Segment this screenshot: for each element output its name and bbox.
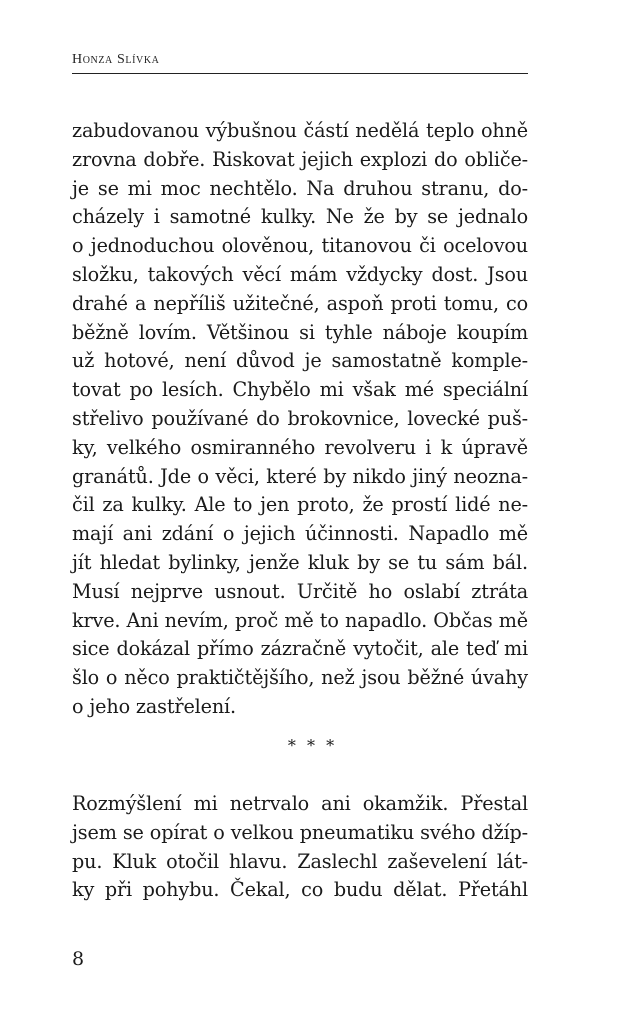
- text-line: ky, velkého osmiranného revolveru i k úpravě: [72, 435, 528, 459]
- text-line: čil za kulky. Ale to jen proto, že prostí lidé ne-: [72, 493, 528, 517]
- text-line: o jednoduchou olověnou, titanovou či ocelovou: [72, 234, 528, 258]
- text-line: už hotové, není důvod je samostatně komple-: [72, 349, 528, 373]
- text-line: granátů. Jde o věci, které by nikdo jiný neozna-: [72, 464, 528, 488]
- text-line: zabudovanou výbušnou částí nedělá teplo ohně: [72, 119, 528, 142]
- text-line: tovat po lesích. Chybělo mi však mé speciální: [72, 378, 528, 402]
- paragraph-2: [72, 790, 528, 905]
- text-line: ky při pohybu. Čekal, co budu dělat. Přetáhl: [72, 878, 528, 902]
- text-line: je se mi moc nechtělo. Na druhou stranu, do-: [72, 176, 528, 200]
- text-line: pu. Kluk otočil hlavu. Zaslechl zaševelení lát-: [72, 849, 528, 873]
- text-line: jsem se opírat o velkou pneumatiku svého džíp-: [72, 820, 528, 844]
- text-line: Rozmýšlení mi netrvalo ani okamžik. Přestal: [72, 792, 528, 815]
- text-line: Musí nejprve usnout. Určitě ho oslabí ztráta: [72, 579, 528, 603]
- text-line: zrovna dobře. Riskovat jejich explozi do obliče-: [72, 147, 528, 171]
- text-line: drahé a nepříliš užitečné, aspoň proti tomu, co: [72, 291, 528, 315]
- text-line: cházely i samotné kulky. Ne že by se jednalo: [72, 205, 528, 229]
- text-line: sice dokázal přímo zázračně vytočit, ale teď mi: [72, 637, 528, 661]
- header-rule: [72, 73, 528, 74]
- text-line: mají ani zdání o jejich účinnosti. Napadlo mě: [72, 522, 528, 546]
- text-line: krve. Ani nevím, proč mě to napadlo. Občas mě: [72, 608, 528, 632]
- text-line: střelivo používané do brokovnice, lovecké puš-: [72, 406, 528, 430]
- paragraph-1: [72, 117, 528, 722]
- text-line: šlo o něco praktičtějšího, než jsou běžné úvahy: [72, 666, 528, 690]
- text-line: složku, takových věcí mám vždycky dost. Jsou: [72, 262, 528, 286]
- text-line: běžně lovím. Většinou si tyhle náboje koupím: [72, 320, 528, 344]
- page-number: 8: [72, 948, 85, 970]
- text-line: o jeho zastřelení.: [72, 694, 236, 718]
- running-head: Honza Slívka: [72, 52, 160, 67]
- text-line: jít hledat bylinky, jenže kluk by se tu sám bál.: [72, 550, 528, 574]
- scene-break: * * *: [287, 736, 338, 755]
